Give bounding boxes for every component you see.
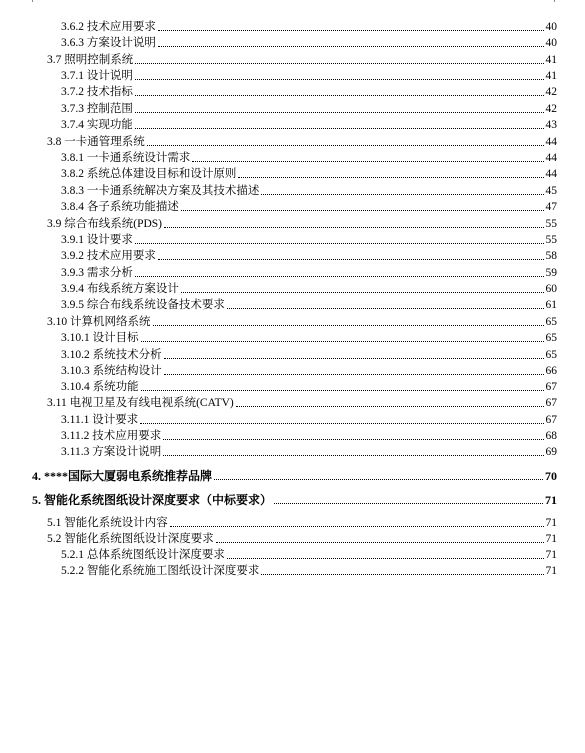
toc-page-number: 55 [545,218,557,230]
toc-page-number: 71 [545,533,557,545]
dot-leader [153,324,544,326]
toc-label: 3.11.3 方案设计说明 [61,446,162,458]
toc-page-number: 71 [545,493,557,507]
toc-label: 3.9.3 需求分析 [61,267,133,279]
toc-page-number: 67 [545,397,557,409]
dot-leader [158,258,544,260]
toc-label: 5.2.2 智能化系统施工图纸设计深度要求 [61,565,260,577]
toc-page-number: 65 [545,349,557,361]
dot-leader [147,144,544,146]
toc-label: 3.10.3 系统结构设计 [61,365,162,377]
dot-leader [141,389,544,391]
toc-entry-3-8-3[interactable] [61,182,557,198]
toc-entry-3-10-1[interactable] [61,329,557,345]
toc-label: 4. ****国际大厦弱电系统推荐品牌 [32,469,213,483]
dot-leader [227,557,544,559]
toc-page-number: 47 [545,201,557,213]
toc-label: 3.7 照明控制系统 [47,54,134,66]
dot-leader [135,111,544,113]
toc-page-number: 42 [545,86,557,98]
toc-entry-3-7-3[interactable] [61,100,557,116]
toc-entry-3-7-2[interactable] [61,83,557,99]
toc-label: 3.9 综合布线系统(PDS) [47,218,163,230]
toc-entry-3-11[interactable] [47,394,557,410]
dot-leader [135,78,544,80]
dot-leader [163,438,543,440]
toc-label: 3.8.1 一卡通系统设计需求 [61,152,191,164]
toc-entry-3-10-4[interactable] [61,378,557,394]
toc-page-number: 65 [545,332,557,344]
toc-entry-3-9-4[interactable] [61,280,557,296]
toc-label: 5.2 智能化系统图纸设计深度要求 [47,533,214,545]
toc-entry-3-7-4[interactable] [61,116,557,132]
toc-label: 5.2.1 总体系统图纸设计深度要求 [61,549,225,561]
toc-label: 3.8.4 各子系统功能描述 [61,201,179,213]
toc-label: 3.6.3 方案设计说明 [61,37,156,49]
dot-leader [227,307,544,309]
dot-leader [192,160,543,162]
toc-entry-3-11-3[interactable] [61,443,557,459]
toc-label: 3.7.3 控制范围 [61,103,133,115]
dot-leader [216,541,544,543]
toc-label: 5. 智能化系统图纸设计深度要求（中标要求） [32,493,273,507]
toc-page-number: 68 [545,430,557,442]
toc-entry-3-10[interactable] [47,313,557,329]
toc-entry-3-9-1[interactable] [61,231,557,247]
dot-leader [158,45,544,47]
toc-page-number: 58 [545,250,557,262]
dot-leader [181,291,544,293]
toc-page-number: 41 [545,54,557,66]
toc-label: 3.10.4 系统功能 [61,381,139,393]
toc-label: 5.1 智能化系统设计内容 [47,517,168,529]
toc-page-number: 69 [545,446,557,458]
toc-entry-3-9[interactable] [47,215,557,231]
dot-leader [158,29,544,31]
toc-entry-3-8-2[interactable] [61,165,557,181]
dot-leader [164,373,544,375]
toc-label: 3.6.2 技术应用要求 [61,21,156,33]
toc-entry-5-2[interactable] [47,530,557,546]
toc-entry-3-9-2[interactable] [61,247,557,263]
toc-page-number: 44 [545,152,557,164]
toc-entry-3-7-1[interactable] [61,67,557,83]
dot-leader [163,454,543,456]
toc-entry-3-6-2[interactable] [61,18,557,34]
dot-leader [236,405,544,407]
toc-label: 3.11 电视卫星及有线电视系统(CATV) [47,397,234,409]
toc-page-number: 60 [545,283,557,295]
toc-label: 3.8 一卡通管理系统 [47,136,145,148]
toc-entry-5-1[interactable] [47,514,557,530]
toc-entry-3-8[interactable] [47,133,557,149]
toc-page-number: 71 [545,549,557,561]
toc-page-number: 43 [545,119,557,131]
toc-page-number: 67 [545,381,557,393]
toc-label: 3.11.2 技术应用要求 [61,430,162,442]
dot-leader [135,127,544,129]
toc-page-number: 65 [545,316,557,328]
toc-label: 3.10.2 系统技术分析 [61,349,162,361]
dot-leader [135,242,544,244]
dot-leader [135,62,543,64]
toc-entry-5-2-1[interactable] [61,546,557,562]
toc-label: 3.9.2 技术应用要求 [61,250,156,262]
toc-label: 3.7.4 实现功能 [61,119,133,131]
toc-label: 3.9.1 设计要求 [61,234,133,246]
toc-page-number: 67 [545,414,557,426]
dot-leader [140,422,543,424]
dot-leader [164,226,543,228]
dot-leader [274,502,543,504]
toc-page-number: 44 [545,168,557,180]
toc-page-number: 44 [545,136,557,148]
toc-page-number: 40 [545,21,557,33]
toc-entry-3-8-1[interactable] [61,149,557,165]
toc-label: 3.9.5 综合布线系统设备技术要求 [61,299,225,311]
toc-entry-3-9-5[interactable] [61,296,557,312]
dot-leader [261,573,543,575]
toc-entry-4[interactable] [32,467,557,483]
toc-page-number: 71 [545,565,557,577]
dot-leader [135,94,544,96]
toc-entry-3-6-3[interactable] [61,34,557,50]
toc-entry-3-7[interactable] [47,51,557,67]
toc-entry-5-2-2[interactable] [61,562,557,578]
toc-page-number: 71 [545,517,557,529]
toc-label: 3.9.4 布线系统方案设计 [61,283,179,295]
toc-page-number: 66 [545,365,557,377]
dot-leader [164,357,544,359]
toc-page-number: 59 [545,267,557,279]
page-edge [32,0,555,2]
toc-label: 3.8.3 一卡通系统解决方案及其技术描述 [61,185,260,197]
toc-label: 3.10 计算机网络系统 [47,316,151,328]
dot-leader [135,275,544,277]
toc-label: 3.11.1 设计要求 [61,414,139,426]
toc-label: 3.7.2 技术指标 [61,86,133,98]
dot-leader [181,209,544,211]
toc-page-number: 42 [545,103,557,115]
toc-label: 3.10.1 设计目标 [61,332,139,344]
dot-leader [141,340,544,342]
toc-entry-3-10-3[interactable] [61,362,557,378]
toc-entry-3-9-3[interactable] [61,264,557,280]
toc-page-number: 70 [545,469,557,483]
toc-page-number: 61 [545,299,557,311]
toc-entry-5[interactable] [32,491,557,507]
dot-leader [214,478,543,480]
dot-leader [170,525,544,527]
toc-page-number: 41 [545,70,557,82]
toc-page-number: 55 [545,234,557,246]
toc-entry-3-11-2[interactable] [61,427,557,443]
toc-page-number: 45 [545,185,557,197]
dot-leader [261,193,543,195]
toc-entry-3-8-4[interactable] [61,198,557,214]
toc-entry-3-11-1[interactable] [61,411,557,427]
toc-label: 3.8.2 系统总体建设目标和设计原则 [61,168,237,180]
toc-label: 3.7.1 设计说明 [61,70,133,82]
dot-leader [238,176,543,178]
toc-page-number: 40 [545,37,557,49]
toc-entry-3-10-2[interactable] [61,346,557,362]
